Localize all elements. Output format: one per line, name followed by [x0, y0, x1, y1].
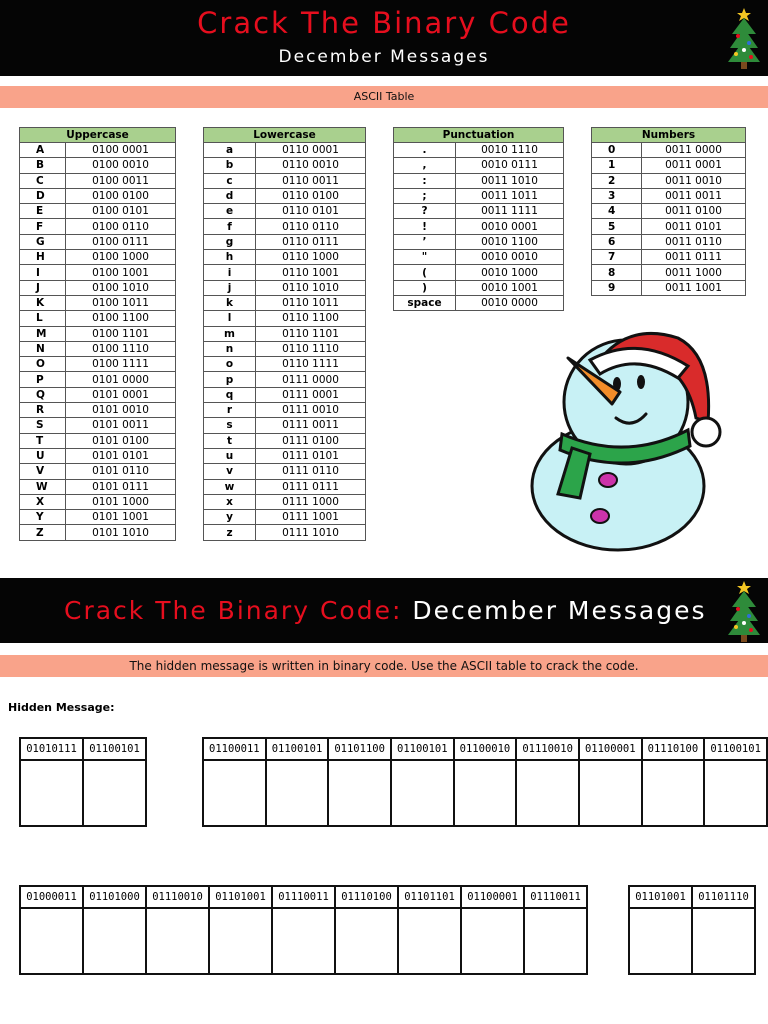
answer-cell[interactable] — [209, 908, 272, 974]
uppercase-char: E — [20, 204, 66, 219]
punctuation-table — [393, 127, 564, 311]
numbers-binary: 0011 0000 — [642, 143, 746, 158]
punctuation-binary: 0010 1110 — [456, 143, 564, 158]
binary-code-cell: 01101100 — [328, 738, 391, 760]
lowercase-binary: 0110 1101 — [256, 326, 366, 341]
numbers-row — [592, 173, 746, 188]
lowercase-row — [204, 403, 366, 418]
lowercase-row — [204, 204, 366, 219]
uppercase-char: U — [20, 448, 66, 463]
uppercase-char: G — [20, 234, 66, 249]
answer-cell[interactable] — [272, 908, 335, 974]
numbers-row — [592, 265, 746, 280]
lowercase-row — [204, 464, 366, 479]
answer-cell[interactable] — [328, 760, 391, 826]
uppercase-char: F — [20, 219, 66, 234]
lowercase-row — [204, 234, 366, 249]
lowercase-char: u — [204, 448, 256, 463]
uppercase-char: J — [20, 280, 66, 295]
uppercase-header: Uppercase — [20, 128, 176, 143]
lowercase-char: c — [204, 173, 256, 188]
uppercase-char: M — [20, 326, 66, 341]
uppercase-row — [20, 173, 176, 188]
lowercase-row — [204, 448, 366, 463]
uppercase-row — [20, 510, 176, 525]
answer-cell[interactable] — [203, 760, 266, 826]
binary-code-cell: 01100001 — [461, 886, 524, 908]
message-title-white: December Messages — [412, 596, 707, 625]
punctuation-binary: 0010 0010 — [456, 250, 564, 265]
hidden-message-label: Hidden Message: — [8, 701, 115, 714]
numbers-binary: 0011 1001 — [642, 280, 746, 295]
punctuation-char: ) — [394, 280, 456, 295]
punctuation-row — [394, 250, 564, 265]
lowercase-binary: 0111 0010 — [256, 403, 366, 418]
word-grid-4 — [628, 885, 756, 975]
word-grid-3 — [19, 885, 588, 975]
numbers-row — [592, 250, 746, 265]
uppercase-binary: 0100 1100 — [66, 311, 176, 326]
punctuation-row — [394, 280, 564, 295]
punctuation-binary: 0011 1010 — [456, 173, 564, 188]
lowercase-char: n — [204, 341, 256, 356]
answer-cell[interactable] — [83, 908, 146, 974]
numbers-binary: 0011 0101 — [642, 219, 746, 234]
uppercase-binary: 0100 0111 — [66, 234, 176, 249]
uppercase-char: D — [20, 188, 66, 203]
lowercase-binary: 0110 0001 — [256, 143, 366, 158]
punctuation-char: : — [394, 173, 456, 188]
uppercase-char: B — [20, 158, 66, 173]
uppercase-binary: 0101 0010 — [66, 403, 176, 418]
numbers-header: Numbers — [592, 128, 746, 143]
uppercase-row — [20, 433, 176, 448]
lowercase-char: a — [204, 143, 256, 158]
lowercase-char: w — [204, 479, 256, 494]
numbers-binary: 0011 0111 — [642, 250, 746, 265]
lowercase-char: b — [204, 158, 256, 173]
lowercase-row — [204, 525, 366, 540]
lowercase-binary: 0110 1100 — [256, 311, 366, 326]
answer-cell[interactable] — [454, 760, 517, 826]
ascii-table-label: ASCII Table — [353, 90, 415, 103]
lowercase-char: i — [204, 265, 256, 280]
answer-cell[interactable] — [524, 908, 587, 974]
instructions-band — [0, 655, 768, 677]
lowercase-row — [204, 173, 366, 188]
uppercase-char: P — [20, 372, 66, 387]
snowman-illustration — [528, 326, 728, 552]
ascii-table-band — [0, 86, 768, 108]
lowercase-binary: 0111 0001 — [256, 387, 366, 402]
page-title: Crack The Binary Code — [197, 6, 571, 40]
lowercase-row — [204, 326, 366, 341]
binary-code-cell: 01100101 — [391, 738, 454, 760]
lowercase-char: p — [204, 372, 256, 387]
lowercase-char: h — [204, 250, 256, 265]
numbers-char: 0 — [592, 143, 642, 158]
punctuation-row — [394, 188, 564, 203]
lowercase-binary: 0110 0101 — [256, 204, 366, 219]
uppercase-row — [20, 219, 176, 234]
numbers-binary: 0011 0001 — [642, 158, 746, 173]
uppercase-binary: 0100 0011 — [66, 173, 176, 188]
binary-code-cell: 01101110 — [692, 886, 755, 908]
uppercase-char: T — [20, 433, 66, 448]
lowercase-char: v — [204, 464, 256, 479]
uppercase-row — [20, 295, 176, 310]
punctuation-binary: 0010 1001 — [456, 280, 564, 295]
punctuation-char: ’ — [394, 234, 456, 249]
lowercase-char: z — [204, 525, 256, 540]
answer-cell[interactable] — [398, 908, 461, 974]
lowercase-char: s — [204, 418, 256, 433]
uppercase-binary: 0101 0100 — [66, 433, 176, 448]
lowercase-char: m — [204, 326, 256, 341]
punctuation-char: ! — [394, 219, 456, 234]
uppercase-char: K — [20, 295, 66, 310]
binary-code-cell: 01100010 — [454, 738, 517, 760]
uppercase-char: C — [20, 173, 66, 188]
binary-code-cell: 01010111 — [20, 738, 83, 760]
christmas-tree-icon — [726, 579, 762, 643]
uppercase-char: X — [20, 494, 66, 509]
punctuation-binary: 0010 1000 — [456, 265, 564, 280]
binary-code-cell: 01101000 — [83, 886, 146, 908]
numbers-row — [592, 280, 746, 295]
lowercase-binary: 0111 1000 — [256, 494, 366, 509]
punctuation-char: . — [394, 143, 456, 158]
uppercase-row — [20, 326, 176, 341]
uppercase-char: I — [20, 265, 66, 280]
uppercase-table — [19, 127, 176, 541]
uppercase-binary: 0100 1011 — [66, 295, 176, 310]
numbers-char: 1 — [592, 158, 642, 173]
binary-code-cell: 01100101 — [704, 738, 767, 760]
binary-code-cell: 01101001 — [629, 886, 692, 908]
uppercase-binary: 0100 0010 — [66, 158, 176, 173]
uppercase-row — [20, 418, 176, 433]
uppercase-row — [20, 464, 176, 479]
lowercase-char: j — [204, 280, 256, 295]
punctuation-binary: 0010 0111 — [456, 158, 564, 173]
lowercase-char: g — [204, 234, 256, 249]
uppercase-row — [20, 265, 176, 280]
lowercase-row — [204, 280, 366, 295]
answer-cell[interactable] — [335, 908, 398, 974]
lowercase-binary: 0111 0101 — [256, 448, 366, 463]
lowercase-binary: 0110 0010 — [256, 158, 366, 173]
instructions-text: The hidden message is written in binary code. Use the ASCII table to crack the code. — [129, 659, 639, 673]
uppercase-binary: 0100 1101 — [66, 326, 176, 341]
lowercase-char: r — [204, 403, 256, 418]
uppercase-char: V — [20, 464, 66, 479]
uppercase-char: Q — [20, 387, 66, 402]
binary-code-cell: 01101101 — [398, 886, 461, 908]
uppercase-row — [20, 280, 176, 295]
lowercase-char: q — [204, 387, 256, 402]
uppercase-char: W — [20, 479, 66, 494]
lowercase-char: l — [204, 311, 256, 326]
lowercase-row — [204, 250, 366, 265]
uppercase-row — [20, 448, 176, 463]
numbers-char: 4 — [592, 204, 642, 219]
uppercase-row — [20, 188, 176, 203]
uppercase-binary: 0101 1010 — [66, 525, 176, 540]
uppercase-char: S — [20, 418, 66, 433]
punctuation-header: Punctuation — [394, 128, 564, 143]
uppercase-row — [20, 479, 176, 494]
lowercase-binary: 0110 1110 — [256, 341, 366, 356]
answer-cell[interactable] — [20, 908, 83, 974]
lowercase-binary: 0111 0111 — [256, 479, 366, 494]
numbers-char: 6 — [592, 234, 642, 249]
numbers-char: 2 — [592, 173, 642, 188]
lowercase-binary: 0110 0011 — [256, 173, 366, 188]
lowercase-binary: 0111 0100 — [256, 433, 366, 448]
numbers-table — [591, 127, 746, 296]
lowercase-char: t — [204, 433, 256, 448]
uppercase-row — [20, 403, 176, 418]
binary-code-cell: 01100101 — [83, 738, 146, 760]
binary-code-cell: 01110100 — [335, 886, 398, 908]
binary-code-cell: 01100101 — [266, 738, 329, 760]
answer-cell[interactable] — [704, 760, 767, 826]
lowercase-char: f — [204, 219, 256, 234]
uppercase-char: O — [20, 357, 66, 372]
uppercase-binary: 0100 0100 — [66, 188, 176, 203]
word-grid-2 — [202, 737, 768, 827]
answer-cell[interactable] — [461, 908, 524, 974]
numbers-char: 5 — [592, 219, 642, 234]
uppercase-binary: 0100 1110 — [66, 341, 176, 356]
numbers-binary: 0011 0011 — [642, 188, 746, 203]
christmas-tree-icon — [726, 6, 762, 70]
lowercase-binary: 0110 1111 — [256, 357, 366, 372]
numbers-char: 7 — [592, 250, 642, 265]
punctuation-char: ( — [394, 265, 456, 280]
punctuation-binary: 0010 1100 — [456, 234, 564, 249]
binary-code-cell: 01110010 — [516, 738, 579, 760]
uppercase-binary: 0100 1001 — [66, 265, 176, 280]
numbers-char: 9 — [592, 280, 642, 295]
binary-code-cell: 01100011 — [203, 738, 266, 760]
lowercase-row — [204, 158, 366, 173]
uppercase-row — [20, 387, 176, 402]
lowercase-binary: 0110 0111 — [256, 234, 366, 249]
answer-cell[interactable] — [83, 760, 146, 826]
lowercase-char: k — [204, 295, 256, 310]
lowercase-row — [204, 188, 366, 203]
message-title-red: Crack The Binary Code: — [64, 596, 403, 625]
uppercase-row — [20, 372, 176, 387]
uppercase-binary: 0101 0001 — [66, 387, 176, 402]
punctuation-binary: 0010 0001 — [456, 219, 564, 234]
lowercase-row — [204, 418, 366, 433]
binary-code-cell: 01110100 — [642, 738, 705, 760]
uppercase-binary: 0101 0000 — [66, 372, 176, 387]
uppercase-binary: 0100 1000 — [66, 250, 176, 265]
lowercase-row — [204, 357, 366, 372]
punctuation-char: " — [394, 250, 456, 265]
answer-cell[interactable] — [20, 760, 83, 826]
punctuation-row — [394, 265, 564, 280]
answer-cell[interactable] — [579, 760, 642, 826]
numbers-binary: 0011 0100 — [642, 204, 746, 219]
uppercase-binary: 0101 0011 — [66, 418, 176, 433]
punctuation-row — [394, 158, 564, 173]
lowercase-binary: 0111 0110 — [256, 464, 366, 479]
uppercase-binary: 0100 0001 — [66, 143, 176, 158]
lowercase-binary: 0110 1011 — [256, 295, 366, 310]
punctuation-row — [394, 204, 564, 219]
uppercase-row — [20, 357, 176, 372]
punctuation-binary: 0011 1111 — [456, 204, 564, 219]
lowercase-row — [204, 295, 366, 310]
lowercase-header: Lowercase — [204, 128, 366, 143]
binary-code-cell: 01101001 — [209, 886, 272, 908]
lowercase-row — [204, 219, 366, 234]
answer-cell[interactable] — [629, 908, 692, 974]
lowercase-binary: 0110 0110 — [256, 219, 366, 234]
uppercase-binary: 0101 1001 — [66, 510, 176, 525]
punctuation-binary: 0011 1011 — [456, 188, 564, 203]
binary-code-cell: 01110011 — [272, 886, 335, 908]
punctuation-char: ; — [394, 188, 456, 203]
uppercase-row — [20, 204, 176, 219]
answer-cell[interactable] — [146, 908, 209, 974]
uppercase-binary: 0100 0101 — [66, 204, 176, 219]
uppercase-row — [20, 494, 176, 509]
uppercase-binary: 0101 1000 — [66, 494, 176, 509]
binary-code-cell: 01110010 — [146, 886, 209, 908]
uppercase-row — [20, 234, 176, 249]
numbers-binary: 0011 1000 — [642, 265, 746, 280]
uppercase-binary: 0101 0101 — [66, 448, 176, 463]
uppercase-char: A — [20, 143, 66, 158]
lowercase-row — [204, 433, 366, 448]
uppercase-row — [20, 341, 176, 356]
binary-code-cell: 01100001 — [579, 738, 642, 760]
punctuation-row — [394, 234, 564, 249]
numbers-binary: 0011 0010 — [642, 173, 746, 188]
lowercase-row — [204, 311, 366, 326]
uppercase-binary: 0100 1010 — [66, 280, 176, 295]
numbers-row — [592, 143, 746, 158]
uppercase-binary: 0101 0110 — [66, 464, 176, 479]
lowercase-binary: 0110 1001 — [256, 265, 366, 280]
lowercase-char: e — [204, 204, 256, 219]
numbers-char: 3 — [592, 188, 642, 203]
lowercase-binary: 0110 1010 — [256, 280, 366, 295]
lowercase-char: y — [204, 510, 256, 525]
punctuation-row — [394, 219, 564, 234]
answer-cell[interactable] — [516, 760, 579, 826]
lowercase-row — [204, 341, 366, 356]
uppercase-row — [20, 250, 176, 265]
uppercase-row — [20, 311, 176, 326]
lowercase-binary: 0111 0000 — [256, 372, 366, 387]
uppercase-char: L — [20, 311, 66, 326]
lowercase-binary: 0111 0011 — [256, 418, 366, 433]
numbers-row — [592, 204, 746, 219]
uppercase-row — [20, 525, 176, 540]
lowercase-row — [204, 387, 366, 402]
numbers-char: 8 — [592, 265, 642, 280]
lowercase-binary: 0110 0100 — [256, 188, 366, 203]
word-grid-1 — [19, 737, 147, 827]
uppercase-char: Y — [20, 510, 66, 525]
punctuation-char: , — [394, 158, 456, 173]
lowercase-binary: 0111 1010 — [256, 525, 366, 540]
punctuation-row — [394, 173, 564, 188]
punctuation-char: ? — [394, 204, 456, 219]
uppercase-binary: 0101 0111 — [66, 479, 176, 494]
numbers-binary: 0011 0110 — [642, 234, 746, 249]
uppercase-binary: 0100 0110 — [66, 219, 176, 234]
message-title — [64, 596, 707, 625]
lowercase-binary: 0111 1001 — [256, 510, 366, 525]
answer-cell[interactable] — [391, 760, 454, 826]
lowercase-row — [204, 143, 366, 158]
uppercase-row — [20, 143, 176, 158]
page-subtitle: December Messages — [278, 47, 490, 67]
uppercase-char: H — [20, 250, 66, 265]
lowercase-row — [204, 372, 366, 387]
numbers-row — [592, 219, 746, 234]
lowercase-table — [203, 127, 366, 541]
lowercase-char: d — [204, 188, 256, 203]
punctuation-char: space — [394, 295, 456, 310]
uppercase-row — [20, 158, 176, 173]
lowercase-row — [204, 494, 366, 509]
punctuation-binary: 0010 0000 — [456, 295, 564, 310]
answer-cell[interactable] — [692, 908, 755, 974]
lowercase-char: x — [204, 494, 256, 509]
uppercase-char: R — [20, 403, 66, 418]
lowercase-row — [204, 265, 366, 280]
punctuation-row — [394, 295, 564, 310]
binary-code-cell: 01110011 — [524, 886, 587, 908]
uppercase-char: N — [20, 341, 66, 356]
answer-cell[interactable] — [266, 760, 329, 826]
numbers-row — [592, 234, 746, 249]
lowercase-char: o — [204, 357, 256, 372]
answer-cell[interactable] — [642, 760, 705, 826]
numbers-row — [592, 158, 746, 173]
punctuation-row — [394, 143, 564, 158]
uppercase-binary: 0100 1111 — [66, 357, 176, 372]
lowercase-row — [204, 510, 366, 525]
binary-code-cell: 01000011 — [20, 886, 83, 908]
lowercase-row — [204, 479, 366, 494]
uppercase-char: Z — [20, 525, 66, 540]
numbers-row — [592, 188, 746, 203]
lowercase-binary: 0110 1000 — [256, 250, 366, 265]
